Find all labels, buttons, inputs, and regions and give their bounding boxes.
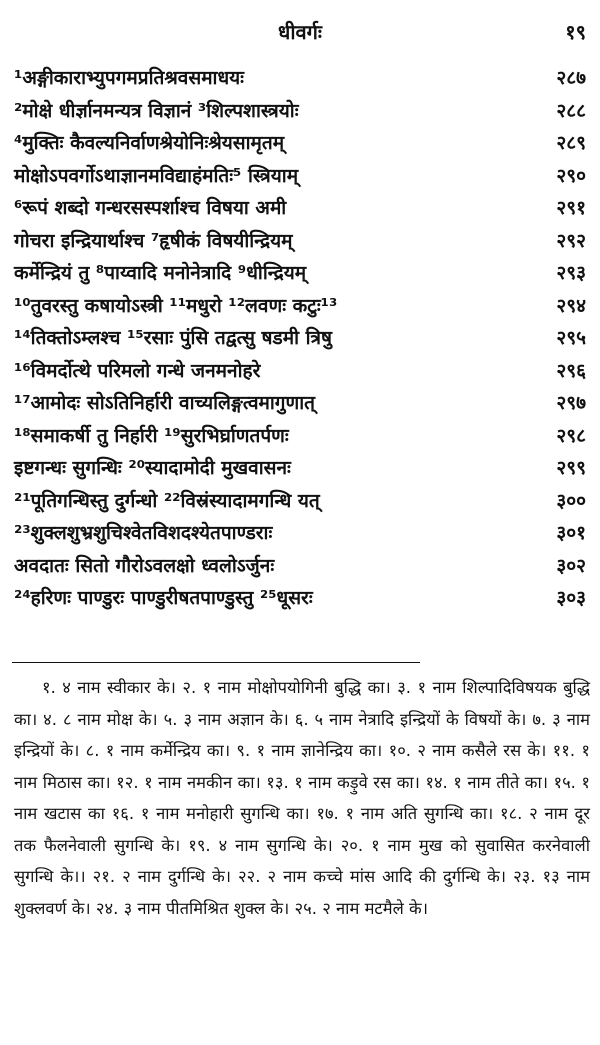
- verse-text: ²मोक्षे धीर्ज्ञानमन्यत्र विज्ञानं ³शिल्पशास्त्रयोः: [14, 99, 299, 122]
- verse-text: ¹⁰तुवरस्तु कषायोऽस्त्री ¹¹मधुरो ¹²लवणः कटुः¹³: [14, 294, 338, 317]
- verse-line: [14, 584, 590, 617]
- verse-line: [14, 422, 590, 455]
- verse-line: [14, 259, 590, 292]
- verse-number: २९३: [556, 262, 586, 284]
- verse-text: मोक्षोऽपवर्गोऽथाज्ञानमविद्याहंमतिः⁵ स्त्रियाम्: [14, 164, 299, 187]
- verse-text: ¹⁸समाकर्षी तु निर्हारी ¹⁹सुरभिर्घ्राणतर्पणः: [14, 424, 289, 447]
- verse-line: [14, 519, 590, 552]
- verse-number: ३००: [556, 489, 586, 512]
- verse-number: २९१: [556, 197, 586, 219]
- footnotes: १. ४ नाम स्वीकार के। २. १ नाम मोक्षोपयोगिनी बुद्धि का। ३. १ नाम शिल्पादिविषयक बुद्धि का। ४. ८ नाम मोक्ष के। ५. ३ नाम अज्ञान के। ६. ५ नाम नेत्रादि इन्द्रियों के विषयों के। ७. ३ नाम इन्द्रियों के। ८. १ नाम कर्मेन्द्रिय का। ९. १ नाम ज्ञानेन्द्रिय का। १०. २ नाम कसैले रस के। ११. १ नाम मिठास का। १२. १ नाम नमकीन का। १३. १ नाम कड़ुवे रस का। १४. १ नाम तीते का। १५. १ नाम खटास का १६. १ नाम मनोहारी सुगन्धि का। १७. १ नाम अति सुगन्धि का। १८. २ नाम दूर तक फैलनेवाली सुगन्धि के। १९. ४ नाम सुगन्धि के। २०. १ नाम मुख को सुवासित करनेवाली सुगन्धि के।। २१. २ नाम दुर्गन्धि के। २२. २ नाम कच्चे मांस आदि की दुर्गन्धि के। २३. १३ नाम शुक्लवर्ण के। २४. ३ नाम पीतमिश्रित शुक्ल के। २५. २ नाम मटमैले के।: [14, 678, 590, 918]
- verse-text: कर्मेन्द्रियं तु ⁸पाय्वादि मनोनेत्रादि ⁹धीन्द्रियम्: [14, 262, 307, 284]
- verse-line: [14, 389, 590, 422]
- verse-line: [14, 162, 590, 195]
- verse-line: [14, 357, 590, 390]
- verse-text: ¹⁴तिक्तोऽम्लश्च ¹⁵रसाः पुंसि तद्वत्सु षडमी त्रिषु: [14, 327, 332, 349]
- verse-line: [14, 487, 590, 520]
- verse-number: २९४: [556, 294, 586, 317]
- verse-line: [14, 292, 590, 325]
- verse-line: [14, 64, 590, 97]
- verse-text: ²⁴हरिणः पाण्डुरः पाण्डुरीषतपाण्डुस्तु ²⁵धूसरः: [14, 587, 313, 609]
- verse-number: २९०: [556, 164, 586, 187]
- verse-text: ¹⁷आमोदः सोऽतिनिर्हारी वाच्यलिङ्गत्वमागुणात्: [14, 392, 315, 414]
- verse-number: २८९: [556, 132, 586, 154]
- verse-line: [14, 552, 590, 585]
- verse-number: २९५: [556, 327, 586, 349]
- chapter-title: धीवर्गः: [278, 20, 322, 44]
- verse-text: ²¹पूतिगन्धिस्तु दुर्गन्धो ²²विस्रंस्यादामगन्धि यत्: [14, 489, 320, 512]
- verse-line: [14, 324, 590, 357]
- verse-line: [14, 194, 590, 227]
- verse-text: ⁶रूपं शब्दो गन्धरसस्पर्शाश्च विषया अमी: [14, 197, 287, 219]
- verse-number: २९२: [556, 229, 586, 252]
- verse-number: २९६: [556, 359, 586, 382]
- verse-line: [14, 129, 590, 162]
- verse-number: २९९: [556, 457, 586, 479]
- page-number: १९: [565, 20, 586, 44]
- verse-text: ²³शुक्लशुभ्रशुचिश्वेतविशदश्येतपाण्डराः: [14, 522, 273, 544]
- verse-text: गोचरा इन्द्रियार्थाश्च ⁷हृषीकं विषयीन्द्रियम्: [14, 229, 293, 252]
- verse-number: २९८: [556, 424, 586, 447]
- verse-number: २८८: [556, 99, 586, 122]
- verse-number: २८७: [556, 67, 586, 89]
- verse-text: ¹⁶विमर्दोत्थे परिमलो गन्धे जनमनोहरे: [14, 359, 261, 382]
- verse-number: २९७: [556, 392, 586, 414]
- verse-line: [14, 454, 590, 487]
- footnote-divider: [12, 662, 420, 663]
- verse-list: [14, 64, 590, 617]
- verse-text: इष्टगन्धः सुगन्धिः ²⁰स्यादामोदी मुखवासनः: [14, 457, 291, 479]
- verse-text: ⁴मुक्तिः कैवल्यनिर्वाणश्रेयोनिःश्रेयसामृतम्: [14, 132, 285, 154]
- verse-line: [14, 227, 590, 260]
- verse-number: ३०१: [556, 522, 586, 544]
- verse-number: ३०३: [556, 587, 586, 609]
- verse-text: ¹अङ्गीकाराभ्युपगमप्रतिश्रवसमाधयः: [14, 67, 245, 89]
- verse-text: अवदातः सितो गौरोऽवलक्षो ध्वलोऽर्जुनः: [14, 554, 275, 577]
- verse-line: [14, 97, 590, 130]
- page-header: [0, 18, 600, 50]
- verse-number: ३०२: [556, 554, 586, 577]
